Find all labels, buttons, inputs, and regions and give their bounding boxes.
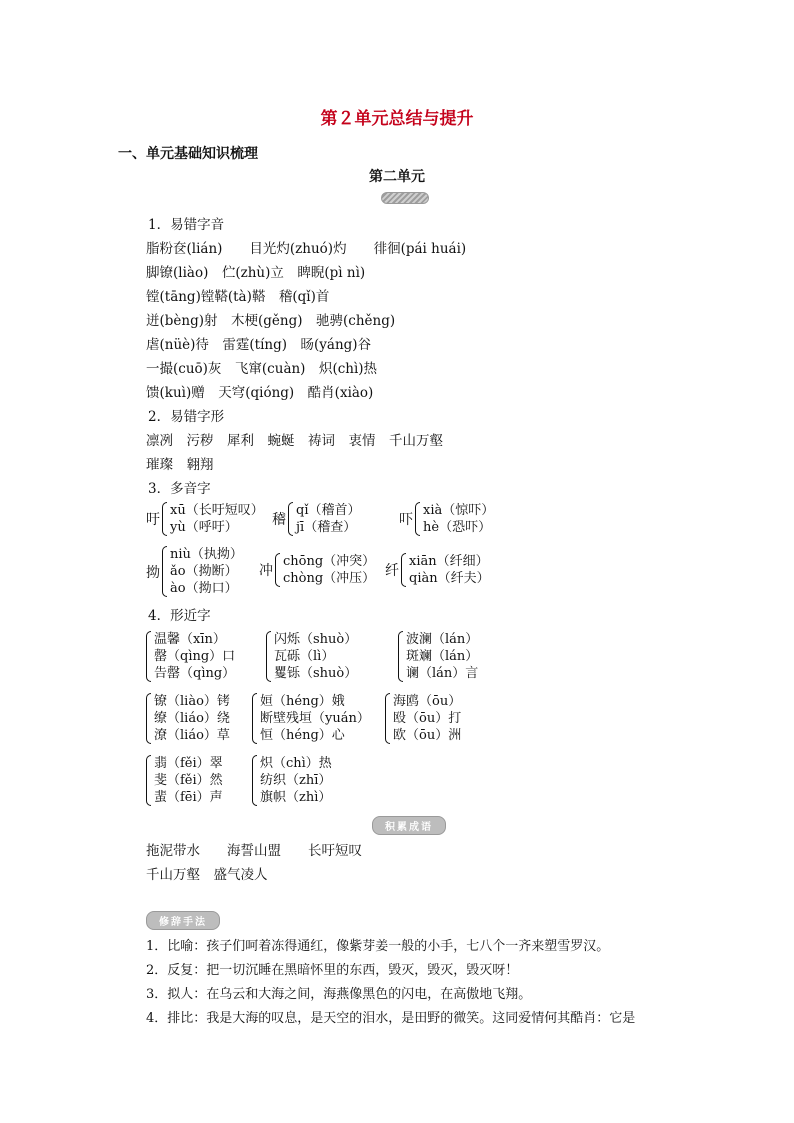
polyphone-item: yù（呼吁） xyxy=(170,520,238,535)
idiom-line: 拖泥带水 海誓山盟 长吁短叹 xyxy=(146,843,362,859)
rhetoric-badge: 修辞手法 xyxy=(146,911,220,930)
shape-item: 缭（liáo）绕 xyxy=(154,711,230,726)
pron-line: 一撮(cuō)灰 飞窜(cuàn) 炽(chì)热 xyxy=(146,361,378,377)
polyphone-group xyxy=(385,553,490,587)
polyphone-item: chōng（冲突） xyxy=(283,554,376,569)
shape-item: 炽（chì）热 xyxy=(260,756,332,771)
polyphone-group xyxy=(146,546,243,597)
pron-line: 脂粉奁(lián) 目光灼(zhuó)灼 徘徊(pái huái) xyxy=(146,241,467,257)
shape-group xyxy=(146,631,235,682)
polyphone-item: xiān（纤细） xyxy=(409,554,489,569)
polyphone-item: xià（惊吓） xyxy=(423,503,495,518)
shape-item: 殴（ōu）打 xyxy=(393,711,462,726)
shape-item: 潦（liáo）草 xyxy=(154,728,230,743)
shape-item: 翡（fěi）翠 xyxy=(154,756,223,771)
polyphone-item: jī（稽查） xyxy=(296,520,357,535)
polyphone-char: 吁 xyxy=(146,512,160,528)
shape-group xyxy=(266,631,357,682)
polyphone-item: niù（执拗） xyxy=(170,547,243,562)
polyphone-char: 纤 xyxy=(385,563,399,579)
polyphone-item: qǐ（稽首） xyxy=(296,503,361,518)
shape-item: 纺织（zhī） xyxy=(260,773,332,788)
shape-item: 斑斓（lán） xyxy=(406,649,479,664)
idiom-line: 千山万壑 盛气凌人 xyxy=(146,867,268,883)
rhetoric-line: 3．拟人：在乌云和大海之间，海燕像黑色的闪电，在高傲地飞翔。 xyxy=(146,987,532,1002)
shape-item: 告罄（qìng） xyxy=(154,666,236,681)
rhetoric-line: 2．反复：把一切沉睡在黑暗怀里的东西，毁灭，毁灭，毁灭呀！ xyxy=(146,963,519,978)
shape-item: 旗帜（zhì） xyxy=(260,790,332,805)
polyphone-item: hè（恐吓） xyxy=(423,520,492,535)
shape-item: 欧（ōu）洲 xyxy=(393,728,462,743)
shape-heading: 4．形近字 xyxy=(148,608,211,624)
form-heading: 2．易错字形 xyxy=(148,409,225,425)
shape-item: 姮（héng）娥 xyxy=(260,694,345,709)
shape-item: 波澜（lán） xyxy=(406,632,479,647)
shape-item: 温馨（xīn） xyxy=(154,632,226,647)
poly-heading: 3．多音字 xyxy=(148,481,211,497)
shape-item: 斐（fěi）然 xyxy=(154,773,223,788)
polyphone-item: qiàn（纤夫） xyxy=(409,571,490,586)
polyphone-group xyxy=(399,502,494,536)
shape-group xyxy=(146,755,223,806)
shape-group xyxy=(385,693,461,744)
pron-heading: 1．易错字音 xyxy=(148,217,225,233)
polyphone-group xyxy=(272,502,360,536)
form-line: 凛冽 污秽 犀利 蜿蜒 祷词 衷情 千山万壑 xyxy=(146,433,443,449)
polyphone-group xyxy=(259,553,375,587)
form-line: 璀璨 翱翔 xyxy=(146,457,214,473)
shape-item: 罄（qìng）口 xyxy=(154,649,236,664)
pron-line: 虐(nüè)待 雷霆(tíng) 旸(yáng)谷 xyxy=(146,337,372,353)
shape-group xyxy=(252,693,370,744)
polyphone-item: ào（拗口） xyxy=(170,581,238,596)
shape-group xyxy=(146,693,230,744)
polyphone-char: 拗 xyxy=(146,564,160,581)
shape-item: 蜚（fēi）声 xyxy=(154,790,223,805)
polyphone-char: 稽 xyxy=(272,512,286,528)
polyphone-char: 冲 xyxy=(259,563,273,579)
polyphone-item: ǎo（拗断） xyxy=(170,564,238,579)
page-title: 第２单元总结与提升 xyxy=(320,109,474,129)
rhetoric-line: 4．排比：我是大海的叹息，是天空的泪水，是田野的微笑。这同爱情何其酷肖：它是 xyxy=(146,1011,636,1026)
shape-item: 谰（lán）言 xyxy=(406,666,479,681)
section-heading: 一、单元基础知识梳理 xyxy=(118,146,258,162)
shape-item: 海鸥（ōu） xyxy=(393,694,462,709)
shape-item: 闪烁（shuò） xyxy=(274,632,358,647)
idioms-badge: 积累成语 xyxy=(372,816,446,835)
decorative-badge xyxy=(381,192,429,204)
pron-line: 镗(tāng)镗鞳(tà)鞳 稽(qǐ)首 xyxy=(146,289,330,305)
shape-item: 矍铄（shuò） xyxy=(274,666,358,681)
shape-item: 断壁残垣（yuán） xyxy=(260,711,370,726)
shape-group xyxy=(398,631,478,682)
pron-line: 馈(kuì)赠 天穹(qióng) 酷肖(xiào) xyxy=(146,385,374,401)
shape-item: 瓦砾（lì） xyxy=(274,649,335,664)
polyphone-char: 吓 xyxy=(399,512,413,528)
shape-item: 镣（liào）铐 xyxy=(154,694,230,709)
polyphone-item: xū（长吁短叹） xyxy=(170,503,264,518)
rhetoric-line: 1．比喻：孩子们呵着冻得通红，像紫芽姜一般的小手，七八个一齐来塑雪罗汉。 xyxy=(146,939,610,954)
pron-line: 脚镣(liào) 伫(zhù)立 睥睨(pì nì) xyxy=(146,265,366,281)
polyphone-item: chòng（冲压） xyxy=(283,571,376,586)
pron-line: 迸(bèng)射 木梗(gěng) 驰骋(chěng) xyxy=(146,313,396,329)
shape-group xyxy=(252,755,332,806)
unit-title: 第二单元 xyxy=(369,169,425,185)
shape-item: 恒（héng）心 xyxy=(260,728,345,743)
polyphone-group xyxy=(146,502,264,536)
